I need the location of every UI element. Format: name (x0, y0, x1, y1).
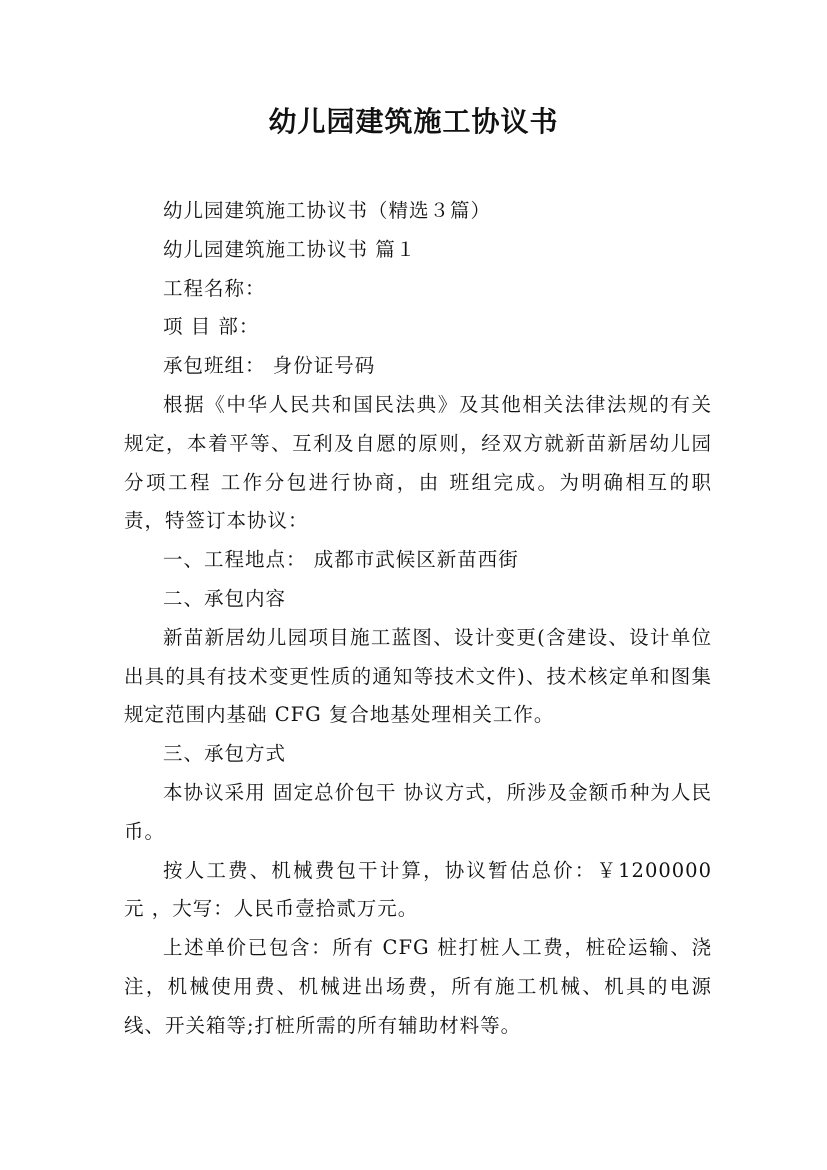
unit-price-inclusion-paragraph: 上述单价已包含：所有 CFG 桩打桩人工费，桩砼运输、浇注，机械使用费、机械进出场费，所有施工机械、机具的电源线、开关箱等;打桩所需的所有辅助材料等。 (124, 936, 712, 1037)
project-location-heading: 一、工程地点： 成都市武候区新苗西街 (163, 548, 519, 572)
price-paragraph: 按人工费、机械费包干计算，协议暂估总价：￥1200000 元 ，大写：人民币壹拾贰万元。 (124, 858, 712, 921)
contract-method-paragraph: 本协议采用 固定总价包干 协议方式，所涉及金额币种为人民币。 (124, 780, 712, 843)
contract-content-paragraph: 新苗新居幼儿园项目施工蓝图、设计变更(含建设、设计单位出具的具有技术变更性质的通知等技术文件)、技术核定单和图集规定范围内基础 CFG 复合地基处理相关工作。 (124, 625, 712, 727)
project-name-line: 工程名称： (163, 276, 266, 300)
contract-method-heading: 三、承包方式 (163, 742, 287, 766)
project-department-line: 项 目 部： (163, 315, 260, 339)
contractor-team-line: 承包班组： 身份证号码 (163, 354, 376, 378)
document-title: 幼儿园建筑施工协议书 (268, 105, 559, 138)
legal-basis-paragraph: 根据《中华人民共和国民法典》及其他相关法律法规的有关规定，本着平等、互利及自愿的原则，经双方就新苗新居幼儿园分项工程 工作分包进行协商，由 班组完成。为明确相互的职责，特签订本协议： (124, 392, 712, 533)
contract-content-heading: 二、承包内容 (163, 586, 287, 610)
subtitle-selection: 幼儿园建筑施工协议书（精选３篇） (163, 199, 492, 222)
document-body (124, 192, 712, 1046)
section-heading-part-1: 幼儿园建筑施工协议书 篇１ (163, 237, 417, 261)
